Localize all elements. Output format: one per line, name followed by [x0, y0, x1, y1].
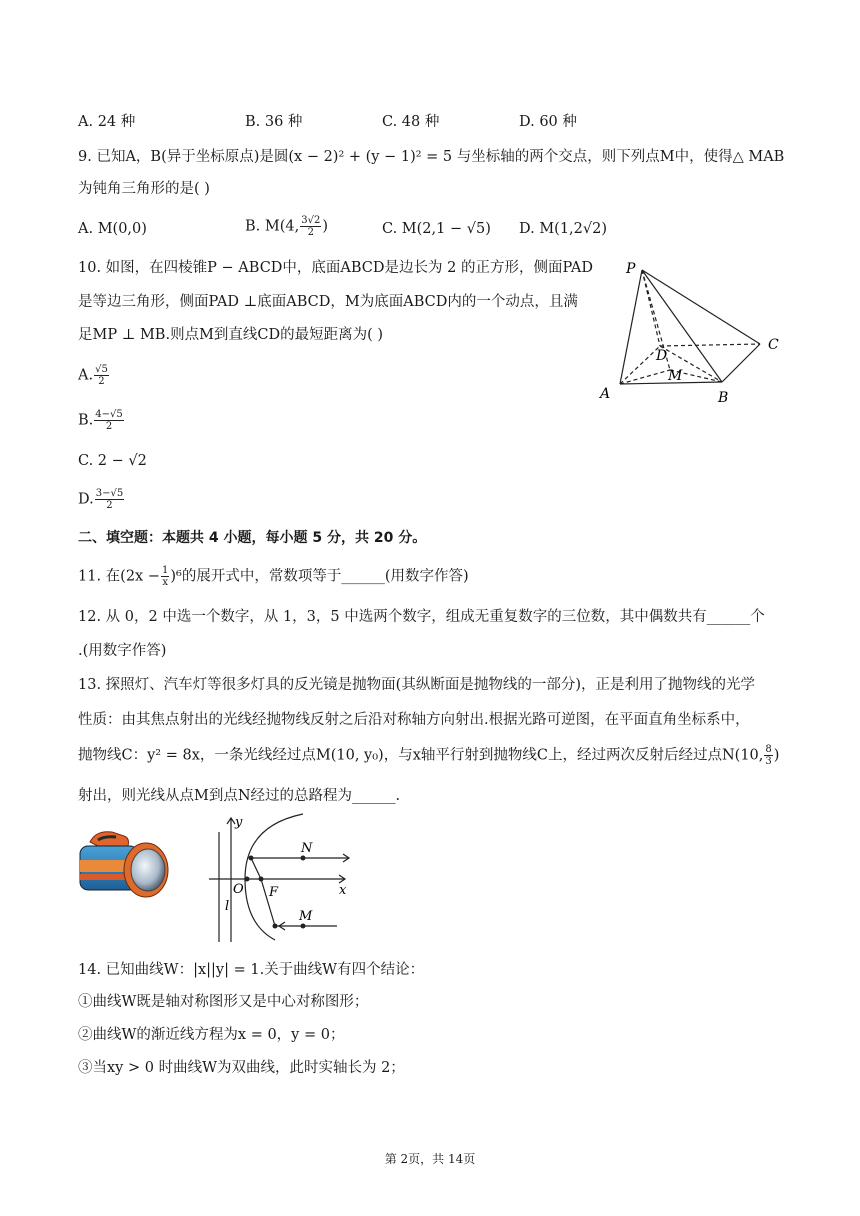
- fig-label-o: O: [233, 882, 244, 897]
- q13-stem-line2: 性质：由其焦点射出的光线经抛物线反射之后沿对称轴方向射出.根据光路可逆图，在平面直角坐标系中，: [78, 712, 750, 728]
- q9-option-b-pre: B. M(4,: [245, 218, 300, 235]
- q10-option-a: A. $\frac{√5}{2}$: [78, 364, 108, 387]
- pyramid-label-b: B: [718, 390, 729, 406]
- q8-option-b: B. 36 种: [245, 114, 303, 130]
- page-footer: 第 2页，共 14页: [384, 1152, 476, 1166]
- q8-option-c: C. 48 种: [382, 114, 440, 130]
- fig-label-n: N: [301, 841, 313, 856]
- q11-stem: 11. 在(2x − $\frac{1}{x}$ )⁶的展开式中，常数项等于______(用数字作答): [78, 565, 469, 588]
- q13-stem-line3: 抛物线C：y² = 8x，一条光线经过点M(10, y₀)，与x轴平行射到抛物线C上，经过两次反射后经过点N(10, $\frac{8}{3}$ ): [78, 744, 780, 767]
- q13-stem-line1: 13. 探照灯、汽车灯等很多灯具的反光镜是抛物面(其纵断面是抛物线的一部分)，正是利用了抛物线的光学: [78, 677, 755, 693]
- section-fill-in-heading: 二、填空题：本题共 4 小题，每小题 5 分，共 20 分。: [78, 530, 427, 546]
- pyramid-label-p: P: [626, 261, 636, 277]
- q12-stem-line2: .(用数字作答): [78, 643, 167, 659]
- flashlight-illustration: [76, 824, 176, 904]
- q14-statement-3: ③当xy > 0 时曲线W为双曲线，此时实轴长为 2；: [78, 1060, 405, 1076]
- q9-option-c: C. M(2,1 − √5): [382, 221, 491, 237]
- q12-stem-line1: 12. 从 0，2 中选一个数字，从 1，3，5 中选两个数字，组成无重复数字的三位数，其中偶数共有______个: [78, 609, 765, 625]
- q8-option-d: D. 60 种: [519, 114, 577, 130]
- fig-label-l: l: [225, 899, 230, 914]
- pyramid-label-a: A: [600, 386, 611, 402]
- q10-stem-line2: 是等边三角形，侧面PAD ⊥底面ABCD，M为底面ABCD内的一个动点，且满: [78, 294, 578, 310]
- pyramid-label-c: C: [768, 337, 779, 353]
- q9-option-b-fraction: $\frac{3√2}{2}$: [301, 215, 321, 238]
- q9-stem-line2: 为钝角三角形的是( ): [78, 181, 210, 197]
- q8-option-a: A. 24 种: [78, 114, 136, 130]
- fig-label-f: F: [269, 885, 279, 900]
- q10-stem-line3: 足MP ⊥ MB.则点M到直线CD的最短距离为( ): [78, 327, 384, 343]
- q10-stem-line1: 10. 如图，在四棱锥P − ABCD中，底面ABCD是边长为 2 的正方形，侧面PAD: [78, 260, 593, 276]
- q14-statement-1: ①曲线W既是轴对称图形又是中心对称图形；: [78, 994, 369, 1010]
- q13-stem-line4: 射出，则光线从点M到点N经过的总路程为______.: [78, 788, 401, 804]
- q9-stem-line1: 9. 已知A，B(异于坐标原点)是圆(x − 2)² + (y − 1)² = 5 与坐标轴的两个交点，则下列点M中，使得△ MAB: [78, 149, 785, 165]
- q9-option-d: D. M(1,2√2): [519, 221, 608, 237]
- q10-option-d: D. $\frac{3-√5}{2}$: [78, 488, 124, 511]
- fig-label-y: y: [235, 815, 243, 830]
- q10-option-b: B. $\frac{4-√5}{2}$: [78, 409, 123, 432]
- pyramid-label-d: D: [656, 348, 668, 364]
- q14-statement-2: ②曲线W的渐近线方程为x = 0，y = 0；: [78, 1027, 345, 1043]
- q9-option-a: A. M(0,0): [78, 221, 147, 237]
- parabola-reflection-figure: [205, 812, 357, 946]
- q9-option-b: B. M(4, $\frac{3√2}{2}$ ): [245, 215, 328, 238]
- fig-label-x: x: [339, 883, 347, 898]
- fig-label-m: M: [299, 909, 313, 924]
- q14-stem-line1: 14. 已知曲线W：|x||y| = 1.关于曲线W有四个结论：: [78, 962, 425, 978]
- pyramid-label-m: M: [668, 368, 683, 384]
- pyramid-figure: [590, 256, 790, 412]
- q10-option-c: C. 2 − √2: [78, 453, 147, 469]
